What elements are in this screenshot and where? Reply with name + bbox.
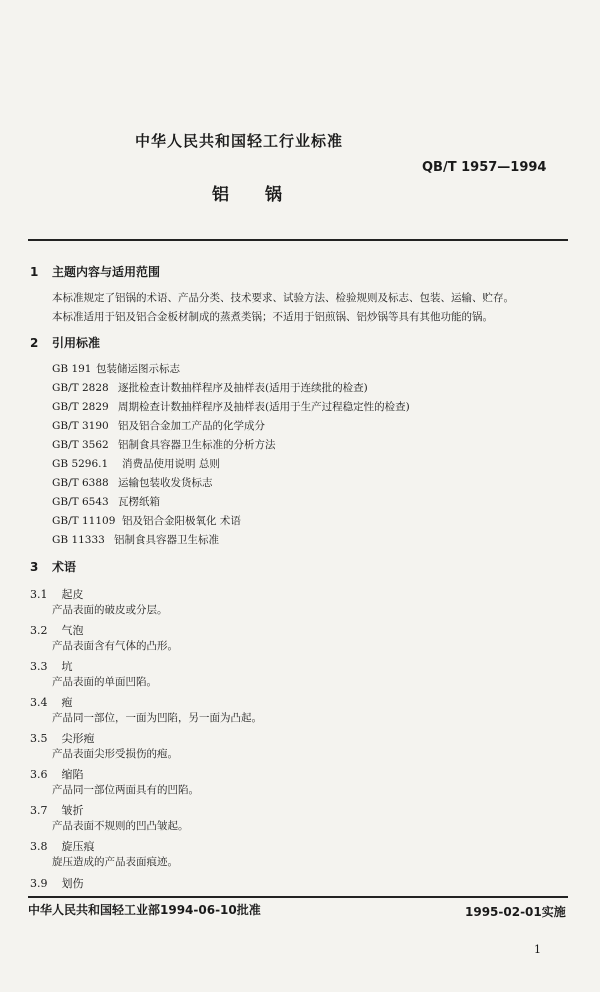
term-number: 3.9	[30, 877, 48, 890]
document-title: 铝锅	[212, 185, 318, 205]
section-title: 引用标准	[52, 336, 101, 350]
term-name: 缩陷	[61, 768, 84, 781]
reference-code: GB 191	[52, 363, 92, 375]
reference-item	[52, 456, 220, 471]
reference-title: 铝及铝合金加工产品的化学成分	[118, 420, 265, 432]
reference-code: GB/T 2828	[52, 382, 109, 394]
section-1-heading	[30, 263, 160, 280]
term-number: 3.4	[30, 696, 48, 709]
reference-item	[52, 494, 160, 509]
reference-item	[52, 418, 265, 433]
term-name: 气泡	[61, 624, 84, 637]
standard-code: QB/T 1957—1994	[422, 160, 547, 175]
section-3-heading	[30, 558, 76, 575]
section-title: 术语	[52, 560, 77, 574]
term-name: 疱	[61, 696, 73, 709]
term-name: 起皮	[61, 588, 84, 601]
page-number: 1	[534, 943, 541, 956]
reference-item	[52, 532, 219, 547]
term-heading	[30, 727, 95, 746]
reference-title: 铝及铝合金阳极氧化 术语	[122, 515, 241, 527]
footer-rule	[28, 896, 568, 898]
term-heading	[30, 799, 84, 818]
section-number: 3	[30, 560, 39, 574]
term-number: 3.7	[30, 804, 48, 817]
reference-item	[52, 399, 410, 414]
term-heading	[30, 763, 84, 782]
header-rule	[28, 239, 568, 241]
reference-code: GB/T 3190	[52, 420, 109, 432]
term-heading	[30, 872, 84, 891]
term-definition: 产品同一部位，一面为凹陷，另一面为凸起。	[52, 712, 262, 724]
reference-item	[52, 361, 180, 376]
issuing-organization: 中华人民共和国轻工行业标准	[135, 132, 344, 150]
reference-item	[52, 380, 368, 395]
section-title: 主题内容与适用范围	[52, 265, 161, 279]
section-number: 2	[30, 336, 39, 350]
effective-date: 1995-02-01实施	[465, 905, 566, 919]
term-name: 旋压痕	[61, 840, 95, 853]
term-number: 3.5	[30, 732, 48, 745]
reference-code: GB/T 11109	[52, 515, 116, 527]
term-name: 划伤	[61, 877, 84, 890]
term-number: 3.1	[30, 588, 48, 601]
term-number: 3.8	[30, 840, 48, 853]
term-heading	[30, 619, 84, 638]
reference-title: 瓦楞纸箱	[118, 496, 160, 508]
term-number: 3.2	[30, 624, 48, 637]
section-1-paragraph-1: 本标准规定了铝锅的术语、产品分类、技术要求、试验方法、检验规则及标志、包装、运输、贮存。	[52, 292, 514, 304]
reference-item	[52, 475, 213, 490]
reference-code: GB 5296.1	[52, 458, 109, 470]
reference-title: 消费品使用说明 总则	[122, 458, 220, 470]
reference-title: 铝制食具容器卫生标准	[114, 534, 219, 546]
term-name: 尖形疱	[61, 732, 95, 745]
term-heading	[30, 835, 95, 854]
term-definition: 产品表面不规则的凹凸皱起。	[52, 820, 189, 832]
term-number: 3.3	[30, 660, 48, 673]
section-1-paragraph-2: 本标准适用于铝及铝合金板材制成的蒸煮类锅；不适用于铝煎锅、铝炒锅等具有其他功能的锅。	[52, 311, 493, 323]
reference-code: GB/T 3562	[52, 439, 109, 451]
reference-item	[52, 437, 276, 452]
reference-code: GB/T 6543	[52, 496, 109, 508]
term-heading	[30, 655, 73, 674]
reference-title: 铝制食具容器卫生标准的分析方法	[118, 439, 276, 451]
term-definition: 产品同一部位两面具有的凹陷。	[52, 784, 199, 796]
reference-item	[52, 513, 241, 528]
term-heading	[30, 691, 73, 710]
term-definition: 产品表面含有气体的凸形。	[52, 640, 178, 652]
reference-title: 逐批检查计数抽样程序及抽样表(适用于连续批的检查)	[118, 382, 368, 394]
term-name: 皱折	[61, 804, 84, 817]
term-definition: 旋压造成的产品表面痕迹。	[52, 856, 178, 868]
section-number: 1	[30, 265, 39, 279]
reference-title: 运输包装收发货标志	[118, 477, 213, 489]
reference-code: GB/T 2829	[52, 401, 109, 413]
reference-title: 包装储运图示标志	[96, 363, 180, 375]
term-name: 坑	[61, 660, 73, 673]
term-number: 3.6	[30, 768, 48, 781]
term-definition: 产品表面的单面凹陷。	[52, 676, 157, 688]
reference-code: GB 11333	[52, 534, 105, 546]
reference-title: 周期检查计数抽样程序及抽样表(适用于生产过程稳定性的检查)	[118, 401, 410, 413]
term-heading	[30, 583, 84, 602]
term-definition: 产品表面尖形受损伤的疱。	[52, 748, 178, 760]
approval-line: 中华人民共和国轻工业部1994-06-10批准	[28, 903, 261, 917]
section-2-heading	[30, 334, 100, 351]
reference-code: GB/T 6388	[52, 477, 109, 489]
term-definition: 产品表面的破皮或分层。	[52, 604, 168, 616]
